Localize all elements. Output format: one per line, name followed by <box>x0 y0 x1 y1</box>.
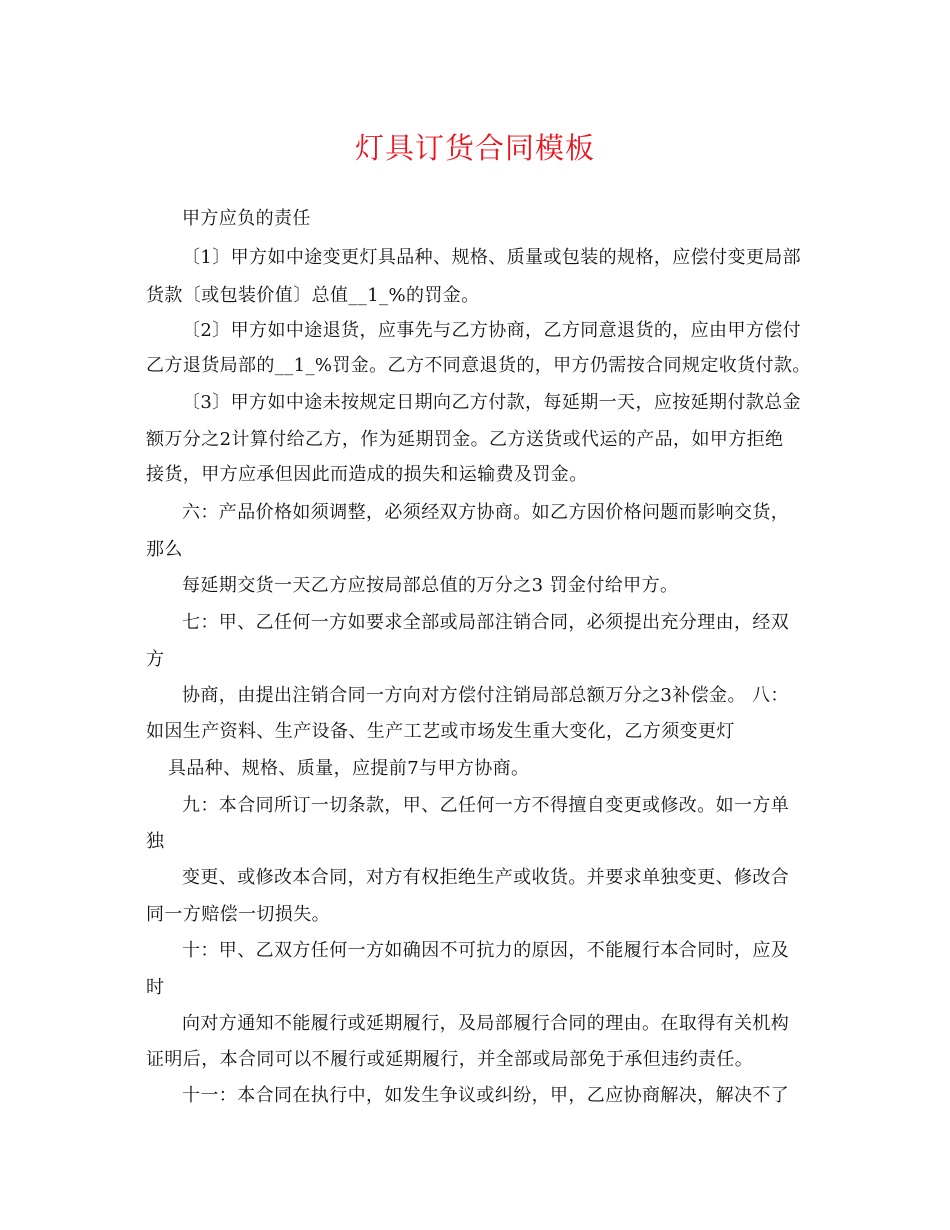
paragraph-line: 九：本合同所订一切条款，甲、乙任何一方不得擅自变更或修改。如一方单 <box>182 795 790 816</box>
paragraph-line: 向对方通知不能履行或延期履行，及局部履行合同的理由。在取得有关机构 <box>182 1013 790 1034</box>
paragraph-line: 独 <box>146 831 165 852</box>
paragraph-line: 十：甲、乙双方任何一方如确因不可抗力的原因，不能履行本合同时，应及 <box>182 940 790 961</box>
paragraph-line: 具品种、规格、质量，应提前7与甲方协商。 <box>168 758 530 779</box>
paragraph-line: 方 <box>146 649 165 670</box>
paragraph-line: 时 <box>146 977 165 998</box>
paragraph-line: 乙方退货局部的__1_%罚金。乙方不同意退货的，甲方仍需按合同规定收货付款。 <box>146 355 811 376</box>
paragraph-line: 〔1〕甲方如中途变更灯具品种、规格、质量或包装的规格，应偿付变更局部 <box>182 247 802 268</box>
paragraph-line: 十一：本合同在执行中，如发生争议或纠纷，甲，乙应协商解决，解决不了 <box>182 1085 790 1106</box>
paragraph-line: 接货，甲方应承但因此而造成的损失和运输费及罚金。 <box>146 464 588 485</box>
paragraph-line: 〔2〕甲方如中途退货，应事先与乙方协商，乙方同意退货的，应由甲方偿付 <box>182 320 802 341</box>
paragraph-line: 变更、或修改本合同，对方有权拒绝生产或收货。并要求单独变更、修改合 <box>182 867 790 888</box>
paragraph-line: 证明后，本合同可以不履行或延期履行，并全部或局部免于承但违约责任。 <box>146 1049 754 1070</box>
paragraph-line: 六：产品价格如须调整，必须经双方协商。如乙方因价格问题而影响交货， <box>182 502 790 523</box>
paragraph-line: 同一方赔偿一切损失。 <box>146 904 330 925</box>
paragraph-line: 协商，由提出注销合同一方向对方偿付注销局部总额万分之3补偿金。 八： <box>182 685 789 706</box>
paragraph-line: 〔3〕甲方如中途未按规定日期向乙方付款，每延期一天，应按延期付款总金 <box>182 392 802 413</box>
paragraph-line: 如因生产资料、生产设备、生产工艺或市场发生重大变化，乙方须变更灯 <box>146 721 735 742</box>
document-title: 灯具订货合同模板 <box>354 131 595 165</box>
paragraph-line: 货款〔或包装价值〕总值__1_%的罚金。 <box>146 285 480 306</box>
paragraph-line: 额万分之2计算付给乙方，作为延期罚金。乙方送货或代运的产品，如甲方拒绝 <box>146 429 784 450</box>
section-heading: 甲方应负的责任 <box>182 208 311 229</box>
paragraph-line: 七：甲、乙任何一方如要求全部或局部注销合同，必须提出充分理由，经双 <box>182 612 790 633</box>
paragraph-line: 那么 <box>146 539 183 560</box>
paragraph-line: 每延期交货一天乙方应按局部总值的万分之3 罚金付给甲方。 <box>182 575 679 596</box>
